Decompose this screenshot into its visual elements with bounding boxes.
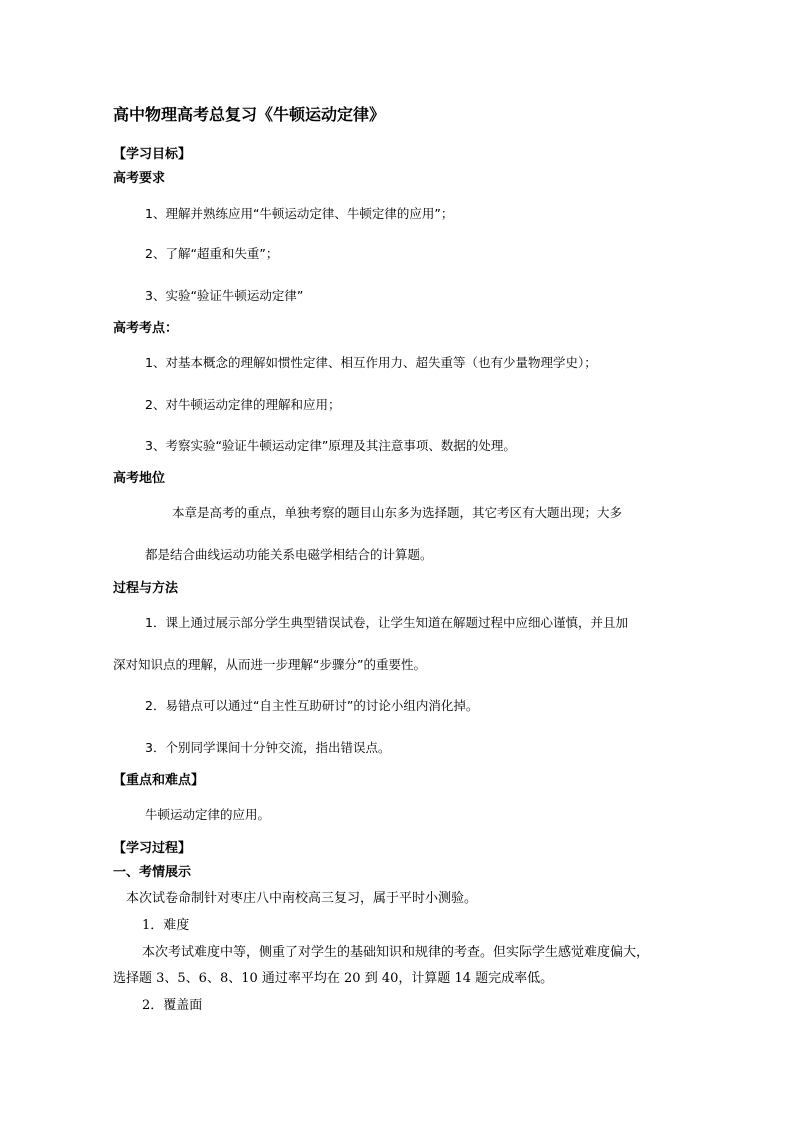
exam-points-heading: 高考考点： <box>113 321 179 336</box>
exam-requirements-heading: 高考要求 <box>113 171 166 186</box>
process-method-line: 2．易错点可以通过“自主性互助研讨”的讨论小组内消化掉。 <box>145 698 479 713</box>
learning-goals-heading: 【学习目标】 <box>113 147 192 162</box>
exam-point-item: 2、对牛顿运动定律的理解和应用； <box>145 397 341 412</box>
exam-status-heading: 高考地位 <box>113 471 166 486</box>
process-method-line: 3．个别同学课间十分钟交流，指出错误点。 <box>145 740 391 755</box>
exam-status-line: 本章是高考的重点，单独考察的题目山东多为选择题，其它考区有大题出现；大多 <box>172 505 623 520</box>
exam-intro-text: 本次试卷命制针对枣庄八中南校高三复习，属于平时小测验。 <box>126 891 478 906</box>
process-method-line: 深对知识点的理解，从而进一步理解“步骤分”的重要性。 <box>113 657 426 672</box>
process-method-heading: 过程与方法 <box>113 581 179 596</box>
learning-process-heading: 【学习过程】 <box>113 841 192 856</box>
document-title: 高中物理高考总复习《牛顿运动定律》 <box>113 105 386 124</box>
key-difficult-text: 牛顿运动定律的应用。 <box>145 807 271 822</box>
key-difficult-heading: 【重点和难点】 <box>113 773 205 788</box>
process-method-line: 1．课上通过展示部分学生典型错误试卷，让学生知道在解题过程中应细心谨慎，并且加 <box>145 615 628 630</box>
difficulty-line: 本次考试难度中等，侧重了对学生的基础知识和规律的考查。但实际学生感觉难度偏大， <box>142 945 650 960</box>
exam-point-item: 1、对基本概念的理解如惯性定律、相互作用力、超失重等（也有少量物理学史）； <box>145 355 597 370</box>
difficulty-line: 选择题 3、5、6、8、10 通过率平均在 20 到 40，计算题 14 题完成率低。 <box>113 971 554 986</box>
exam-requirement-item: 1、理解并熟练应用“牛顿运动定律、牛顿定律的应用”； <box>145 206 454 221</box>
exam-requirement-item: 3、实验“验证牛顿运动定律” <box>145 288 304 303</box>
exam-point-item: 3、考察实验“验证牛顿运动定律”原理及其注意事项、数据的处理。 <box>145 438 516 453</box>
coverage-heading: 2．覆盖面 <box>142 998 203 1013</box>
exam-situation-heading: 一、考情展示 <box>113 865 192 880</box>
exam-status-line: 都是结合曲线运动功能关系电磁学相结合的计算题。 <box>145 547 433 562</box>
difficulty-heading: 1．难度 <box>142 918 190 933</box>
exam-requirement-item: 2、了解“超重和失重”； <box>145 246 279 261</box>
